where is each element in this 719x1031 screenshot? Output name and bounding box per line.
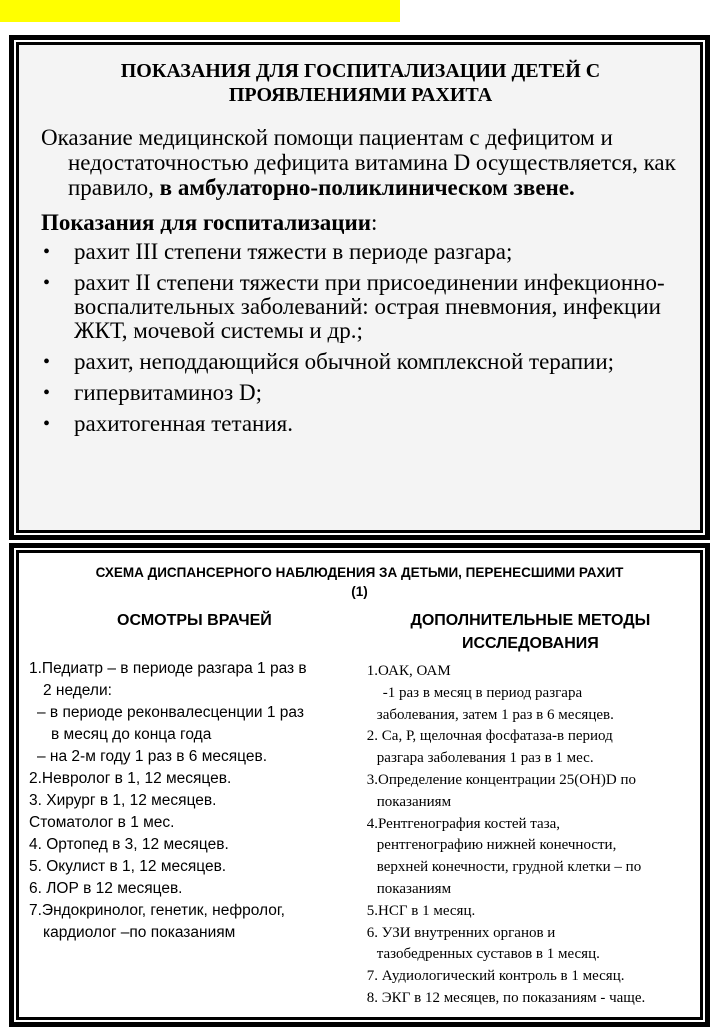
list-item: 2 недели: — [43, 682, 112, 699]
list-item: заболевания, затем 1 раз в 6 месяцев. — [376, 706, 614, 723]
list-item: 2. Са, Р, щелочная фосфатаза-в период — [366, 728, 613, 745]
intro-bold-text: в амбулаторно-поликлиническом звене. — [159, 175, 575, 200]
additional-methods-list — [367, 661, 694, 1010]
list-item: 8. ЭКГ в 12 месяцев, по показаниям - чаще. — [366, 989, 646, 1006]
list-item-text: рахит, неподдающийся обычной комплексной терапии; — [74, 349, 615, 374]
scheme-title-line-1: СХЕМА ДИСПАНСЕРНОГО НАБЛЮДЕНИЯ ЗА ДЕТЬМИ, ПЕРЕНЕСШИМИ РАХИТ — [95, 565, 624, 580]
additional-methods-heading-line-1: ДОПОЛНИТЕЛЬНЫЕ МЕТОДЫ — [410, 612, 651, 629]
scheme-title-line-2: (1) — [351, 584, 368, 599]
list-item: разгара заболевания 1 раз в 1 мес. — [376, 750, 594, 767]
list-item: кардиолог –по показаниям — [43, 924, 236, 941]
slide-content — [19, 45, 700, 530]
list-item: 5.НСГ в 1 месяц. — [366, 902, 476, 919]
list-item: 3. Хирург в 1, 12 месяцев. — [29, 792, 217, 809]
bullet-icon: • — [43, 272, 51, 294]
indications-list — [37, 240, 684, 436]
indications-heading-colon: : — [371, 210, 378, 235]
list-item: 5. Окулист в 1, 12 месяцев. — [29, 858, 227, 875]
title-line-2: ПРОЯВЛЕНИЯМИ РАХИТА — [228, 84, 493, 106]
title-line-1: ПОКАЗАНИЯ ДЛЯ ГОСПИТАЛИЗАЦИИ ДЕТЕЙ С — [120, 60, 601, 82]
yellow-highlight-bar — [0, 0, 400, 22]
list-item — [41, 412, 684, 436]
list-item — [41, 271, 684, 343]
slide-dispensary-scheme — [9, 543, 710, 1027]
list-item — [41, 240, 684, 264]
list-item-text: рахит III степени тяжести в периоде разгара; — [74, 239, 513, 264]
list-item: – на 2-м году 1 раз в 6 месяцев. — [37, 748, 268, 765]
scheme-title — [45, 563, 674, 601]
list-item: Стоматолог в 1 мес. — [29, 814, 175, 831]
doctor-exams-heading: ОСМОТРЫ ВРАЧЕЙ — [117, 612, 272, 629]
list-item: 6. ЛОР в 12 месяцев. — [29, 880, 183, 897]
list-item — [41, 381, 684, 405]
list-item: показаниям — [376, 880, 452, 897]
list-item: 6. УЗИ внутренних органов и — [366, 924, 556, 941]
slide-frame — [14, 40, 705, 535]
list-item: 4.Рентгенография костей таза, — [366, 815, 561, 832]
list-item: 3.Определение концентрации 25(OH)D по — [366, 771, 637, 788]
bullet-icon: • — [43, 382, 51, 404]
slide-content — [19, 553, 700, 1017]
slide-hospitalization — [9, 35, 710, 540]
additional-methods-heading-line-2: ИССЛЕДОВАНИЯ — [461, 635, 599, 652]
list-item: в месяц до конца года — [51, 726, 212, 743]
list-item: 4. Ортопед в 3, 12 месяцев. — [29, 836, 229, 853]
doctor-exams-list — [25, 658, 364, 944]
list-item-text: гипервитаминоз D; — [74, 380, 262, 405]
list-item: 2.Невролог в 1, 12 месяцев. — [29, 770, 232, 787]
intro-text: Оказание медицинской помощи пациентам с дефицитом и недостаточностью дефицита витамина D осуществляется, как правило, — [41, 125, 676, 200]
slide-title — [57, 59, 664, 107]
indications-heading-bold: Показания для госпитализации — [41, 210, 371, 235]
list-item: показаниям — [376, 793, 452, 810]
list-item: тазобедренных суставов в 1 месяц. — [376, 946, 600, 963]
additional-methods-column — [364, 609, 694, 1010]
list-item: верхней конечности, грудной клетки – по — [376, 859, 642, 876]
indications-heading — [41, 210, 684, 236]
list-item-text: рахит II степени тяжести при присоединении инфекционно-воспалительных заболеваний: острая пневмония, инфекции ЖКТ, мочевой системы и др.; — [74, 270, 665, 343]
list-item: – в периоде реконвалесценции 1 раз — [37, 704, 304, 721]
intro-paragraph — [41, 125, 684, 200]
bullet-icon: • — [43, 241, 51, 263]
bullet-icon: • — [43, 413, 51, 435]
list-item: 7.Эндокринолог, генетик, нефролог, — [29, 902, 285, 919]
list-item-text: рахитогенная тетания. — [74, 411, 294, 436]
list-item: 1.Педиатр – в периоде разгара 1 раз в — [29, 660, 307, 677]
bullet-icon: • — [43, 351, 51, 373]
list-item: 7. Аудиологический контроль в 1 месяц. — [366, 968, 625, 985]
scheme-columns — [25, 609, 694, 1010]
doctor-exams-column — [25, 609, 364, 1010]
slide-frame — [14, 548, 705, 1022]
list-item: рентгенографию нижней конечности, — [376, 837, 617, 854]
list-item: 1.ОАК, ОАМ — [366, 663, 451, 679]
additional-methods-heading — [367, 609, 694, 655]
list-item: -1 раз в месяц в период разгара — [382, 684, 583, 701]
list-item — [41, 350, 684, 374]
